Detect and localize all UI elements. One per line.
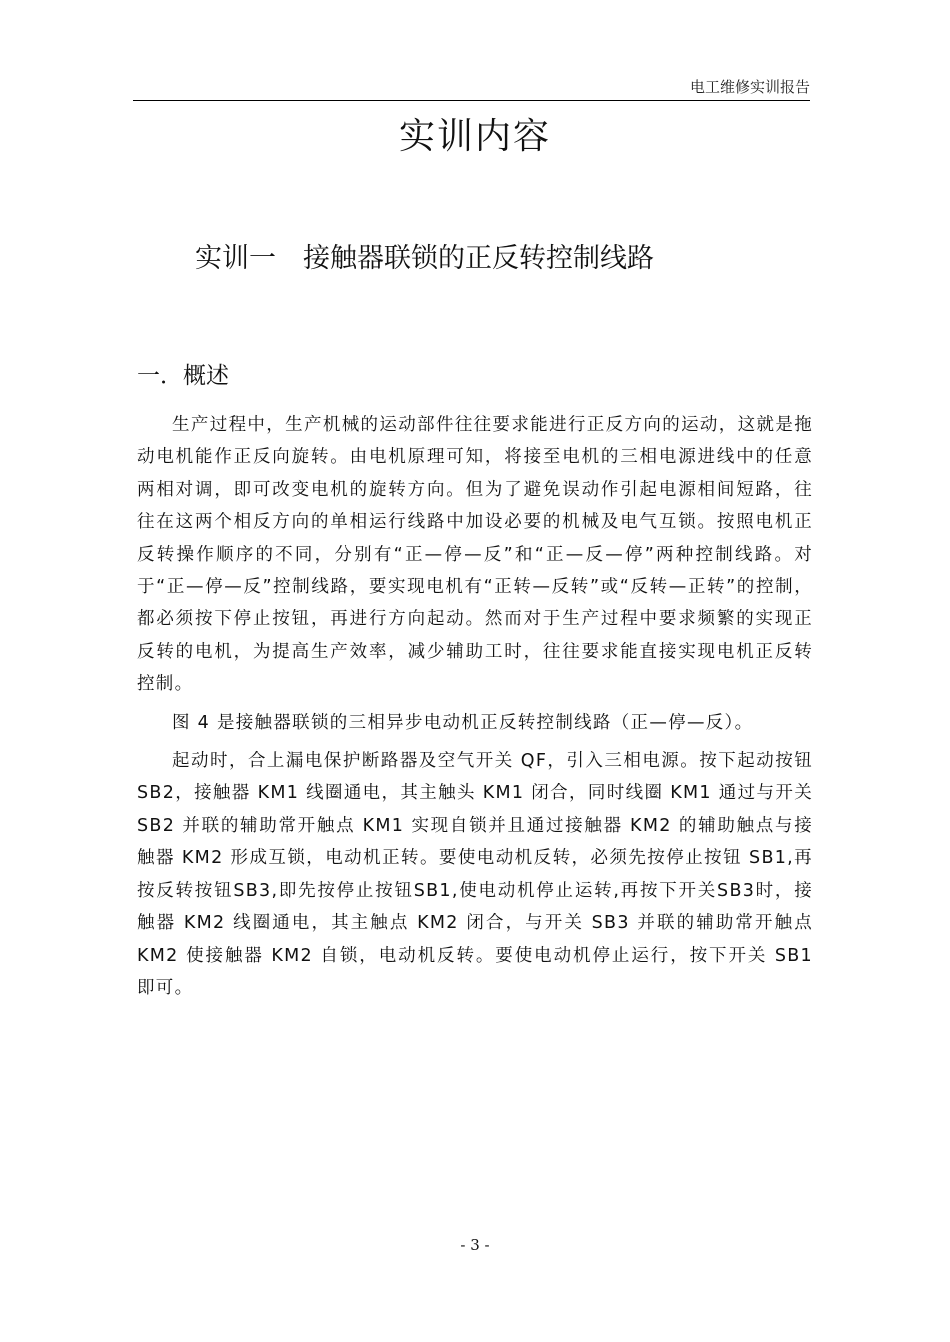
paragraph-operation: 起动时，合上漏电保护断路器及空气开关 QF，引入三相电源。按下起动按钮 SB2，接触器 KM1 线圈通电，其主触头 KM1 闭合，同时线圈 KM1 通过与开关 SB2 并联的辅助常开触点 KM1 实现自锁并且通过接触器 KM2 的辅助触点与接触器 KM2 形成互锁，电动机正转。要使电动机反转，必须先按停止按钮 SB1,再按反转按钮SB3,即先按停止按钮SB1,使电动机停止运转,再按下开关SB3时，接触器 KM2 线圈通电，其主触点 KM2 闭合，与开关 SB3 并联的辅助常开触点 KM2 使接触器 KM2 自锁，电动机反转。要使电动机停止运行，按下开关 SB1 即可。 — [137, 751, 813, 998]
experiment-title: 实训一 接触器联锁的正反转控制线路 — [195, 243, 654, 274]
paragraph-figure-reference: 图 4 是接触器联锁的三相异步电动机正反转控制线路（正—停—反）。 — [172, 712, 754, 733]
section-heading-overview: 一．概述 — [137, 363, 229, 389]
paragraph-overview: 生产过程中，生产机械的运动部件往往要求能进行正反方向的运动，这就是拖动电机能作正反向旋转。由电机原理可知，将接至电机的三相电源进线中的任意两相对调，即可改变电机的旋转方向。但为了避免误动作引起电源相间短路，往往在这两个相反方向的单相运行线路中加设必要的机械及电气互锁。按照电机正反转操作顺序的不同，分别有“正—停—反”和“正—反—停”两种控制线路。对于“正—停—反”控制线路，要实现电机有“正转—反转”或“反转—正转”的控制，都必须按下停止按钮，再进行方向起动。然而对于生产过程中要求频繁的实现正反转的电机，为提高生产效率，减少辅助工时，往往要求能直接实现电机正反转控制。 — [137, 415, 813, 695]
body-text — [137, 409, 813, 1010]
running-header: 电工维修实训报告 — [689, 78, 810, 96]
header-divider — [133, 100, 810, 101]
page-title: 实训内容 — [398, 116, 551, 157]
page-number: - 3 - — [460, 1236, 490, 1254]
